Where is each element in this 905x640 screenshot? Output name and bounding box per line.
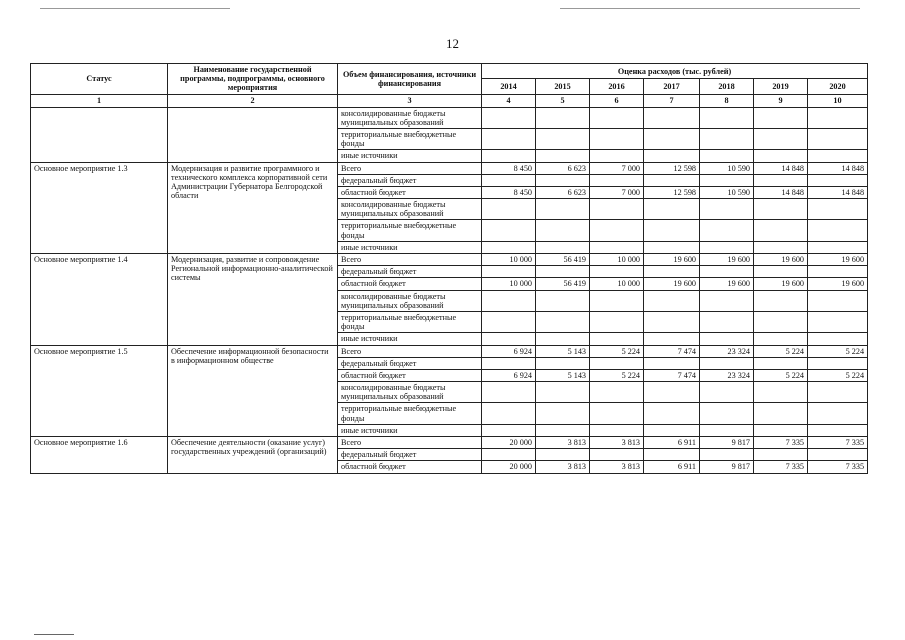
value-cell-2016 — [590, 241, 644, 253]
value-cell-2019 — [754, 424, 808, 436]
source-cell: федеральный бюджет — [338, 449, 482, 461]
source-cell: иные источники — [338, 241, 482, 253]
value-cell-2019 — [754, 220, 808, 241]
value-cell-2020: 14 848 — [808, 186, 868, 198]
value-cell-2014: 10 000 — [482, 254, 536, 266]
value-cell-2019 — [754, 382, 808, 403]
financing-table — [30, 63, 868, 474]
value-cell-2015 — [536, 333, 590, 345]
source-cell: федеральный бюджет — [338, 174, 482, 186]
value-cell-2020 — [808, 266, 868, 278]
value-cell-2017 — [644, 220, 700, 241]
column-number: 5 — [536, 94, 590, 107]
value-cell-2017: 12 598 — [644, 186, 700, 198]
value-cell-2017 — [644, 107, 700, 128]
value-cell-2020 — [808, 150, 868, 162]
value-cell-2014 — [482, 357, 536, 369]
value-cell-2020 — [808, 382, 868, 403]
value-cell-2015: 56 419 — [536, 278, 590, 290]
value-cell-2019: 7 335 — [754, 461, 808, 473]
value-cell-2014 — [482, 150, 536, 162]
value-cell-2018: 19 600 — [700, 278, 754, 290]
value-cell-2018 — [700, 150, 754, 162]
value-cell-2017 — [644, 290, 700, 311]
value-cell-2014: 20 000 — [482, 437, 536, 449]
value-cell-2016 — [590, 266, 644, 278]
source-cell: Всего — [338, 437, 482, 449]
column-number: 2 — [168, 94, 338, 107]
value-cell-2018: 10 590 — [700, 162, 754, 174]
value-cell-2016: 7 000 — [590, 186, 644, 198]
value-cell-2014: 20 000 — [482, 461, 536, 473]
header-year-2020: 2020 — [808, 79, 868, 94]
value-cell-2014: 6 924 — [482, 369, 536, 381]
value-cell-2016 — [590, 107, 644, 128]
value-cell-2017: 12 598 — [644, 162, 700, 174]
source-cell: иные источники — [338, 150, 482, 162]
value-cell-2015 — [536, 220, 590, 241]
value-cell-2016: 5 224 — [590, 345, 644, 357]
value-cell-2020: 19 600 — [808, 278, 868, 290]
value-cell-2020 — [808, 311, 868, 332]
value-cell-2015 — [536, 150, 590, 162]
value-cell-2020: 7 335 — [808, 461, 868, 473]
value-cell-2020 — [808, 128, 868, 149]
value-cell-2015 — [536, 382, 590, 403]
value-cell-2018 — [700, 107, 754, 128]
value-cell-2020: 7 335 — [808, 437, 868, 449]
source-cell: территориальные внебюджетные фонды — [338, 311, 482, 332]
value-cell-2014 — [482, 333, 536, 345]
value-cell-2018 — [700, 266, 754, 278]
value-cell-2014: 8 450 — [482, 186, 536, 198]
value-cell-2019 — [754, 128, 808, 149]
value-cell-2016: 10 000 — [590, 278, 644, 290]
value-cell-2015: 3 813 — [536, 437, 590, 449]
status-cell-continued — [31, 107, 168, 162]
source-cell: территориальные внебюджетные фонды — [338, 403, 482, 424]
table-row — [31, 254, 868, 266]
value-cell-2014 — [482, 220, 536, 241]
value-cell-2014 — [482, 128, 536, 149]
value-cell-2014 — [482, 199, 536, 220]
value-cell-2014 — [482, 403, 536, 424]
value-cell-2014 — [482, 311, 536, 332]
value-cell-2015 — [536, 174, 590, 186]
value-cell-2018 — [700, 311, 754, 332]
column-number: 9 — [754, 94, 808, 107]
header-year-2015: 2015 — [536, 79, 590, 94]
value-cell-2015 — [536, 403, 590, 424]
value-cell-2017: 19 600 — [644, 278, 700, 290]
value-cell-2019 — [754, 311, 808, 332]
value-cell-2014: 8 450 — [482, 162, 536, 174]
value-cell-2015 — [536, 199, 590, 220]
value-cell-2019 — [754, 333, 808, 345]
value-cell-2019 — [754, 150, 808, 162]
value-cell-2014 — [482, 174, 536, 186]
value-cell-2020 — [808, 333, 868, 345]
header-volume: Объем финансирования, источники финансирования — [338, 64, 482, 95]
value-cell-2020 — [808, 107, 868, 128]
table-row — [31, 437, 868, 449]
value-cell-2015: 6 623 — [536, 162, 590, 174]
column-number: 1 — [31, 94, 168, 107]
value-cell-2019: 5 224 — [754, 345, 808, 357]
value-cell-2017 — [644, 357, 700, 369]
header-year-2017: 2017 — [644, 79, 700, 94]
value-cell-2014: 10 000 — [482, 278, 536, 290]
value-cell-2018 — [700, 424, 754, 436]
value-cell-2017: 19 600 — [644, 254, 700, 266]
table-row — [31, 107, 868, 128]
source-cell: иные источники — [338, 424, 482, 436]
value-cell-2017: 6 911 — [644, 437, 700, 449]
source-cell: федеральный бюджет — [338, 266, 482, 278]
value-cell-2016 — [590, 357, 644, 369]
column-number: 10 — [808, 94, 868, 107]
value-cell-2017 — [644, 174, 700, 186]
column-number: 6 — [590, 94, 644, 107]
value-cell-2020 — [808, 449, 868, 461]
header-year-2016: 2016 — [590, 79, 644, 94]
value-cell-2016: 10 000 — [590, 254, 644, 266]
value-cell-2020 — [808, 241, 868, 253]
value-cell-2019: 14 848 — [754, 186, 808, 198]
value-cell-2019: 19 600 — [754, 278, 808, 290]
value-cell-2019 — [754, 199, 808, 220]
source-cell: областной бюджет — [338, 278, 482, 290]
value-cell-2018 — [700, 241, 754, 253]
value-cell-2016 — [590, 199, 644, 220]
value-cell-2016 — [590, 449, 644, 461]
value-cell-2015 — [536, 357, 590, 369]
value-cell-2016 — [590, 311, 644, 332]
value-cell-2018 — [700, 382, 754, 403]
value-cell-2015 — [536, 290, 590, 311]
value-cell-2017 — [644, 266, 700, 278]
value-cell-2016 — [590, 150, 644, 162]
value-cell-2014 — [482, 424, 536, 436]
value-cell-2019: 5 224 — [754, 369, 808, 381]
scan-mark-top — [40, 8, 230, 9]
value-cell-2019 — [754, 174, 808, 186]
status-cell: Основное мероприятие 1.4 — [31, 254, 168, 346]
value-cell-2016 — [590, 128, 644, 149]
value-cell-2019 — [754, 266, 808, 278]
value-cell-2019 — [754, 403, 808, 424]
header-estimate: Оценка расходов (тыс. рублей) — [482, 64, 868, 79]
value-cell-2020 — [808, 199, 868, 220]
value-cell-2016: 3 813 — [590, 461, 644, 473]
value-cell-2015 — [536, 266, 590, 278]
value-cell-2017: 7 474 — [644, 345, 700, 357]
value-cell-2016 — [590, 290, 644, 311]
name-cell: Обеспечение информационной безопасности в информационном обществе — [168, 345, 338, 437]
value-cell-2020 — [808, 403, 868, 424]
source-cell: консолидированные бюджеты муниципальных образований — [338, 290, 482, 311]
value-cell-2017: 6 911 — [644, 461, 700, 473]
value-cell-2018 — [700, 128, 754, 149]
value-cell-2017 — [644, 128, 700, 149]
status-cell: Основное мероприятие 1.6 — [31, 437, 168, 474]
value-cell-2017 — [644, 199, 700, 220]
value-cell-2015 — [536, 241, 590, 253]
value-cell-2018 — [700, 357, 754, 369]
name-cell: Модернизация и развитие программного и технического комплекса корпоративной сети Администрации Губернатора Белгородской области — [168, 162, 338, 254]
source-cell: областной бюджет — [338, 461, 482, 473]
value-cell-2017 — [644, 382, 700, 403]
value-cell-2014 — [482, 107, 536, 128]
scan-mark-top-right — [560, 8, 860, 9]
value-cell-2014 — [482, 382, 536, 403]
source-cell: Всего — [338, 345, 482, 357]
column-number: 4 — [482, 94, 536, 107]
source-cell: областной бюджет — [338, 369, 482, 381]
value-cell-2015: 5 143 — [536, 345, 590, 357]
value-cell-2017 — [644, 311, 700, 332]
value-cell-2017: 7 474 — [644, 369, 700, 381]
source-cell: областной бюджет — [338, 186, 482, 198]
value-cell-2019: 14 848 — [754, 162, 808, 174]
value-cell-2020: 5 224 — [808, 345, 868, 357]
header-year-2018: 2018 — [700, 79, 754, 94]
value-cell-2019 — [754, 357, 808, 369]
value-cell-2015 — [536, 311, 590, 332]
value-cell-2015 — [536, 107, 590, 128]
value-cell-2014 — [482, 290, 536, 311]
name-cell: Модернизация, развитие и сопровождение Региональной информационно-аналитической системы — [168, 254, 338, 346]
value-cell-2020: 14 848 — [808, 162, 868, 174]
value-cell-2018: 19 600 — [700, 254, 754, 266]
value-cell-2018: 23 324 — [700, 369, 754, 381]
source-cell: иные источники — [338, 333, 482, 345]
header-status: Статус — [31, 64, 168, 95]
source-cell: Всего — [338, 254, 482, 266]
value-cell-2016 — [590, 424, 644, 436]
value-cell-2020 — [808, 174, 868, 186]
column-number: 3 — [338, 94, 482, 107]
value-cell-2015: 5 143 — [536, 369, 590, 381]
value-cell-2018 — [700, 403, 754, 424]
source-cell: консолидированные бюджеты муниципальных образований — [338, 107, 482, 128]
value-cell-2014 — [482, 449, 536, 461]
value-cell-2019 — [754, 449, 808, 461]
value-cell-2020: 5 224 — [808, 369, 868, 381]
status-cell: Основное мероприятие 1.5 — [31, 345, 168, 437]
column-number: 8 — [700, 94, 754, 107]
source-cell: консолидированные бюджеты муниципальных образований — [338, 199, 482, 220]
value-cell-2016 — [590, 403, 644, 424]
value-cell-2018 — [700, 220, 754, 241]
value-cell-2014: 6 924 — [482, 345, 536, 357]
source-cell: федеральный бюджет — [338, 357, 482, 369]
value-cell-2018 — [700, 199, 754, 220]
column-number: 7 — [644, 94, 700, 107]
value-cell-2017 — [644, 150, 700, 162]
header-year-2019: 2019 — [754, 79, 808, 94]
value-cell-2018: 10 590 — [700, 186, 754, 198]
value-cell-2020 — [808, 290, 868, 311]
value-cell-2016 — [590, 333, 644, 345]
value-cell-2020 — [808, 424, 868, 436]
header-year-2014: 2014 — [482, 79, 536, 94]
value-cell-2018 — [700, 174, 754, 186]
scan-mark-bottom — [34, 634, 74, 635]
value-cell-2019 — [754, 290, 808, 311]
value-cell-2017 — [644, 403, 700, 424]
value-cell-2018 — [700, 333, 754, 345]
page-number: 12 — [446, 36, 459, 51]
name-cell: Обеспечение деятельности (оказание услуг) государственных учреждений (организаций) — [168, 437, 338, 474]
name-cell-continued — [168, 107, 338, 162]
table-row — [31, 345, 868, 357]
value-cell-2018: 9 817 — [700, 437, 754, 449]
value-cell-2020 — [808, 357, 868, 369]
header-name: Наименование государственной программы, подпрограммы, основного мероприятия — [168, 64, 338, 95]
value-cell-2015: 3 813 — [536, 461, 590, 473]
value-cell-2016 — [590, 174, 644, 186]
value-cell-2015 — [536, 424, 590, 436]
value-cell-2017 — [644, 241, 700, 253]
value-cell-2014 — [482, 266, 536, 278]
value-cell-2015 — [536, 449, 590, 461]
value-cell-2016: 3 813 — [590, 437, 644, 449]
source-cell: территориальные внебюджетные фонды — [338, 220, 482, 241]
value-cell-2019 — [754, 107, 808, 128]
value-cell-2017 — [644, 424, 700, 436]
value-cell-2019: 7 335 — [754, 437, 808, 449]
value-cell-2017 — [644, 449, 700, 461]
value-cell-2019: 19 600 — [754, 254, 808, 266]
source-cell: Всего — [338, 162, 482, 174]
value-cell-2020 — [808, 220, 868, 241]
value-cell-2015: 6 623 — [536, 186, 590, 198]
value-cell-2015: 56 419 — [536, 254, 590, 266]
value-cell-2018: 9 817 — [700, 461, 754, 473]
value-cell-2016 — [590, 382, 644, 403]
source-cell: консолидированные бюджеты муниципальных образований — [338, 382, 482, 403]
value-cell-2014 — [482, 241, 536, 253]
value-cell-2016 — [590, 220, 644, 241]
status-cell: Основное мероприятие 1.3 — [31, 162, 168, 254]
value-cell-2018 — [700, 449, 754, 461]
value-cell-2018 — [700, 290, 754, 311]
table-row — [31, 162, 868, 174]
value-cell-2016: 5 224 — [590, 369, 644, 381]
value-cell-2020: 19 600 — [808, 254, 868, 266]
value-cell-2016: 7 000 — [590, 162, 644, 174]
source-cell: территориальные внебюджетные фонды — [338, 128, 482, 149]
value-cell-2017 — [644, 333, 700, 345]
value-cell-2018: 23 324 — [700, 345, 754, 357]
value-cell-2015 — [536, 128, 590, 149]
value-cell-2019 — [754, 241, 808, 253]
